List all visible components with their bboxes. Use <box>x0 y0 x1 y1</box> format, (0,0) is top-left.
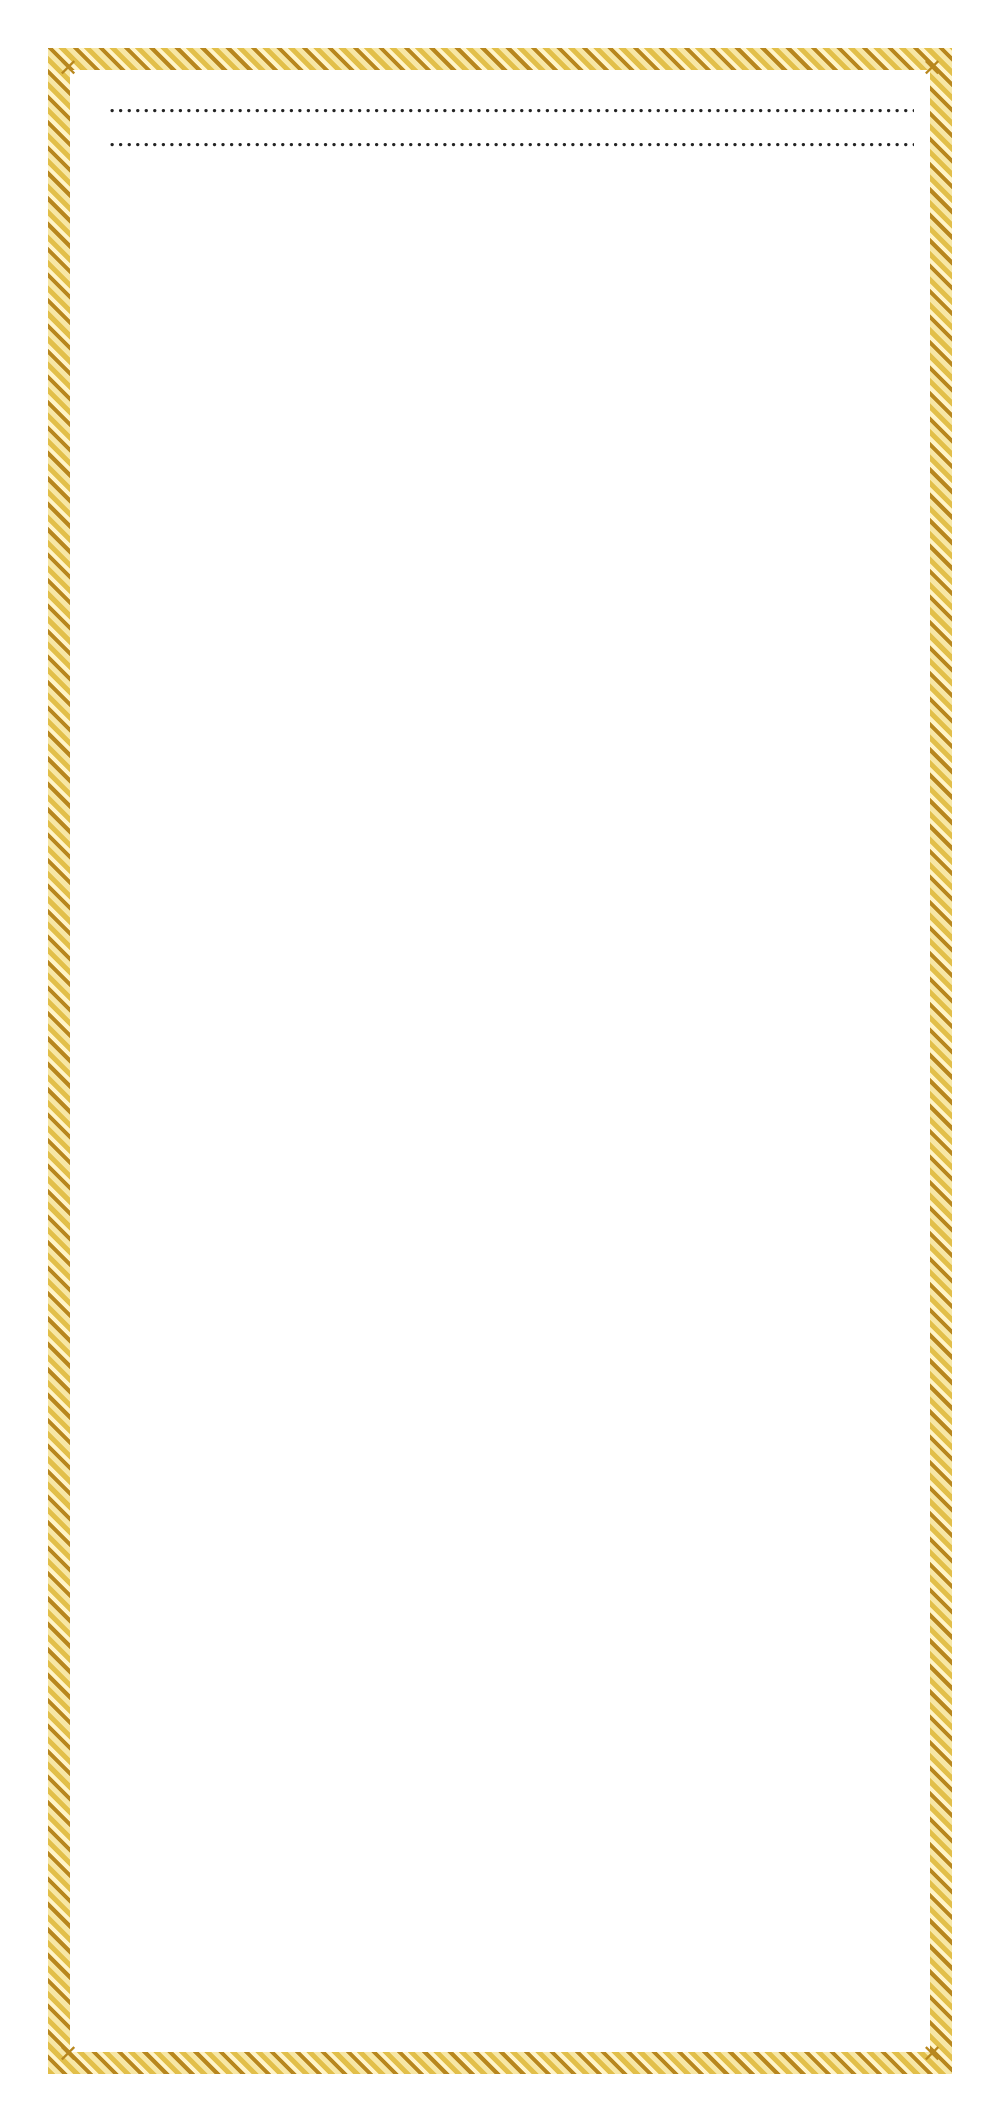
menu-item <box>98 90 918 124</box>
menu-item <box>98 124 918 158</box>
corner-ornament-icon: ✕ <box>921 2040 943 2068</box>
corner-ornament-icon: ✕ <box>57 54 79 82</box>
decorative-border <box>48 48 952 2074</box>
menu-content <box>98 90 918 224</box>
corner-ornament-icon: ✕ <box>57 2040 79 2068</box>
corner-ornament-icon: ✕ <box>921 54 943 82</box>
